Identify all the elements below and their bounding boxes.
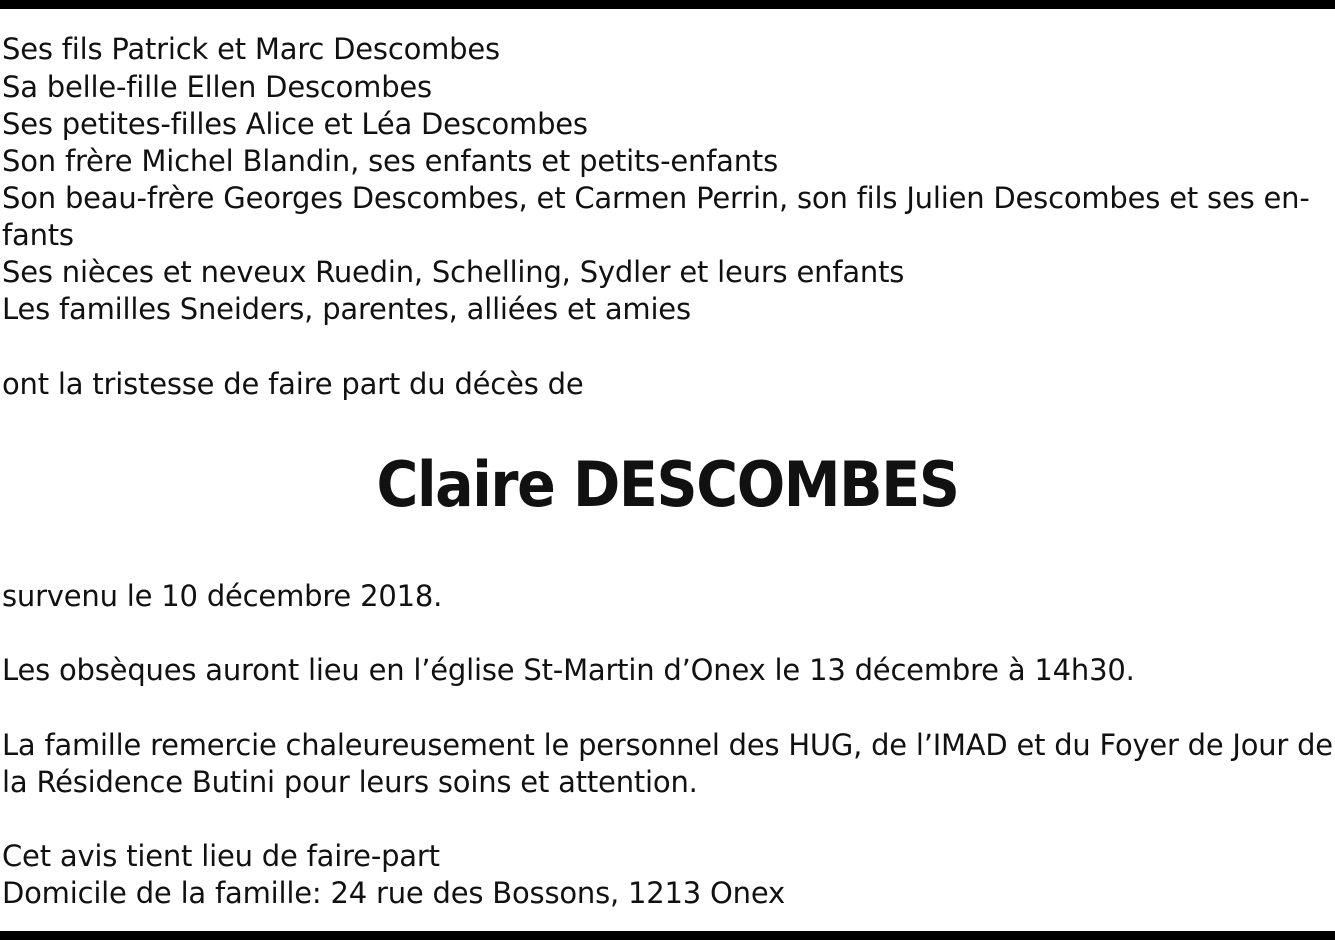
death-date-text: survenu le 10 décembre 2018. — [2, 579, 443, 613]
notice-line: Cet avis tient lieu de faire-part — [2, 839, 440, 873]
family-line: Ses fils Patrick et Marc Descombes — [2, 32, 500, 66]
deceased-name: Claire DESCOMBES — [376, 448, 959, 521]
thanks-line: la Résidence Butini pour leurs soins et attention. — [2, 765, 698, 799]
family-line: Les familles Sneiders, parentes, alliées et amies — [2, 292, 691, 326]
family-line: fants — [2, 218, 74, 252]
family-line: Son beau-frère Georges Descombes, et Carmen Perrin, son fils Julien Descombes et ses en- — [2, 181, 1310, 215]
family-line: Ses petites-filles Alice et Léa Descombes — [2, 107, 588, 141]
bottom-border-rule — [0, 931, 1335, 940]
family-line: Ses nièces et neveux Ruedin, Schelling, Sydler et leurs enfants — [2, 255, 905, 289]
announcement-text: ont la tristesse de faire part du décès de — [2, 367, 584, 401]
funeral-text: Les obsèques auront lieu en l’église St-Martin d’Onex le 13 décembre à 14h30. — [2, 653, 1135, 687]
family-line: Sa belle-fille Ellen Descombes — [2, 70, 432, 104]
family-address: Domicile de la famille: 24 rue des Bossons, 1213 Onex — [2, 876, 785, 910]
family-line: Son frère Michel Blandin, ses enfants et petits-enfants — [2, 144, 779, 178]
top-border-rule — [0, 0, 1335, 9]
thanks-line: La famille remercie chaleureusement le personnel des HUG, de l’IMAD et du Foyer de Jour de — [2, 728, 1333, 762]
